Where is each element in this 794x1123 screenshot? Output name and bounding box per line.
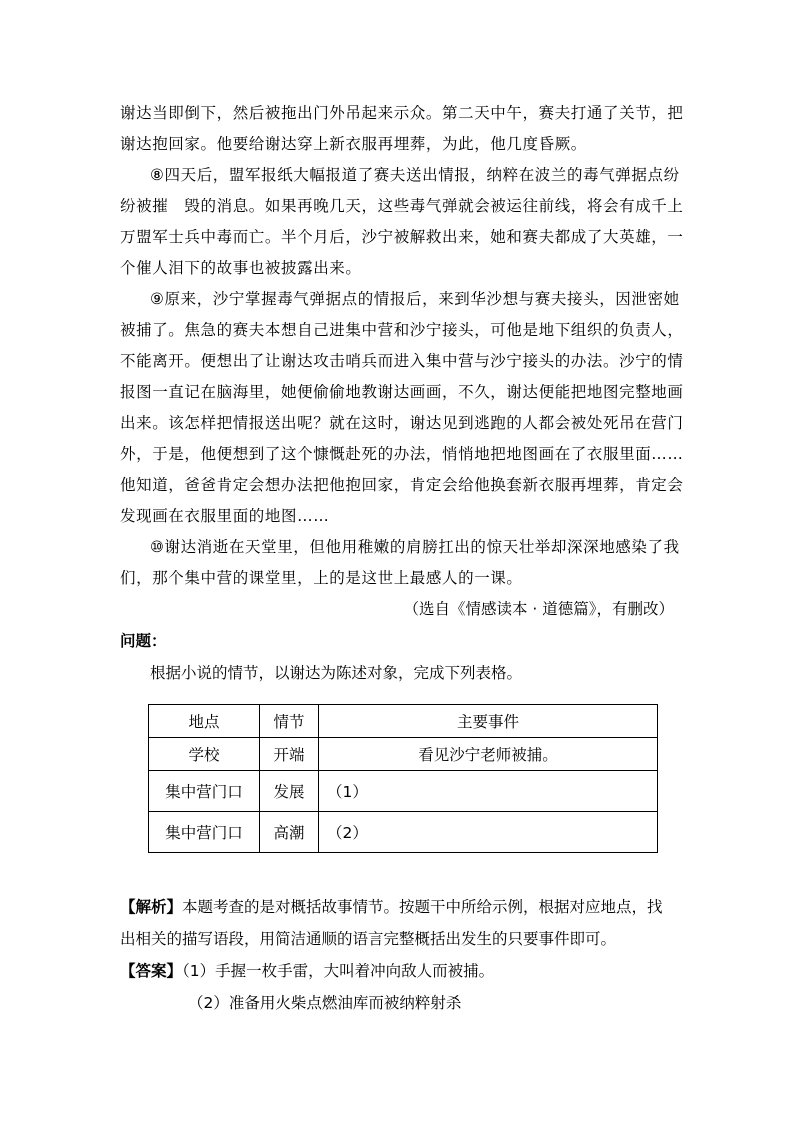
table-cell-location: 学校 [149, 738, 260, 771]
paragraph-9-line-7: 他知道，爸爸肯定会想办法把他抱回家，肯定会给他换套新衣服再埋葬，肯定会 [120, 476, 684, 494]
paragraph-10-line-2: 们，那个集中营的课堂里，上的是这世上最感人的一课。 [120, 569, 523, 587]
table-row [149, 738, 658, 771]
analysis-text: 本题考查的是对概括故事情节。按题干中所给示例，根据对应地点，找 [182, 898, 663, 916]
analysis-line-2: 出相关的描写语段，用简洁通顺的语言完整概括出发生的只要事件即可。 [120, 930, 617, 948]
source-citation: （选自《情感读本 · 道德篇》，有删改） [403, 600, 674, 618]
answer-item-2: （2）准备用火柴点燃油库而被纳粹射杀 [188, 994, 462, 1012]
table-cell-event: 看见沙宁老师被捕。 [319, 738, 658, 771]
table-cell-event: （2） [319, 812, 658, 853]
paragraph-9-line-6: 外，于是，他便想到了这个慷慨赴死的办法，悄悄地把地图画在了衣服里面…… [120, 445, 684, 463]
table-cell-location: 集中营门口 [149, 812, 260, 853]
table-row [149, 771, 658, 812]
analysis-label: 【解析】 [120, 898, 183, 916]
table-cell-event: （1） [319, 771, 658, 812]
table-header-row [149, 705, 658, 738]
paragraph-9-line-3: 不能离开。便想出了让谢达攻击哨兵而进入集中营与沙宁接头的办法。沙宁的情 [120, 352, 684, 370]
analysis-line-1 [120, 896, 663, 918]
table-header-cell: 地点 [149, 705, 260, 738]
paragraph-7-line-2: 谢达抱回家。他要给谢达穿上新衣服再埋葬，为此，他几度昏厥。 [120, 135, 587, 153]
table-header-cell: 主要事件 [319, 705, 658, 738]
paragraph-7-line-1: 谢达当即倒下，然后被拖出门外吊起来示众。第二天中午，赛夫打通了关节，把 [120, 104, 684, 122]
table-cell-location: 集中营门口 [149, 771, 260, 812]
paragraph-8-line-2: 纷被摧 毁的消息。如果再晚几天，这些毒气弹就会被运往前线，将会有成千上 [120, 197, 684, 215]
paragraph-9-line-1: ⑨原来，沙宁掌握毒气弹据点的情报后，来到华沙想与赛夫接头，因泄密她 [150, 290, 680, 308]
answer-label: 【答案】 [120, 962, 183, 980]
table-cell-stage: 开端 [260, 738, 319, 771]
paragraph-9-line-5: 出来。该怎样把情报送出呢？就在这时，谢达见到逃跑的人都会被处死吊在营门 [120, 414, 684, 432]
paragraph-8-line-4: 个催人泪下的故事也被披露出来。 [120, 259, 362, 277]
table-cell-stage: 高潮 [260, 812, 319, 853]
paragraph-8-line-1: ⑧四天后，盟军报纸大幅报道了赛夫送出情报，纳粹在波兰的毒气弹据点纷 [150, 166, 680, 184]
question-heading: 问题： [120, 632, 167, 650]
plot-events-table [148, 704, 658, 853]
table-header-cell: 情节 [260, 705, 319, 738]
table-cell-stage: 发展 [260, 771, 319, 812]
paragraph-10-line-1: ⑩谢达消逝在天堂里，但他用稚嫩的肩膀扛出的惊天壮举却深深地感染了我 [150, 538, 680, 556]
paragraph-9-line-8: 发现画在衣服里面的地图…… [120, 507, 330, 525]
paragraph-9-line-4: 报图一直记在脑海里，她便偷偷地教谢达画画，不久，谢达便能把地图完整地画 [120, 383, 684, 401]
table-row [149, 812, 658, 853]
paragraph-9-line-2: 被捕了。焦急的赛夫本想自己进集中营和沙宁接头，可他是地下组织的负责人， [120, 321, 684, 339]
answer-line-1 [120, 960, 494, 982]
answer-item-1: （1）手握一枚手雷，大叫着冲向敌人而被捕。 [182, 962, 495, 980]
question-prompt: 根据小说的情节，以谢达为陈述对象，完成下列表格。 [150, 664, 523, 682]
paragraph-8-line-3: 万盟军士兵中毒而亡。半个月后，沙宁被解救出来，她和赛夫都成了大英雄，一 [120, 228, 684, 246]
